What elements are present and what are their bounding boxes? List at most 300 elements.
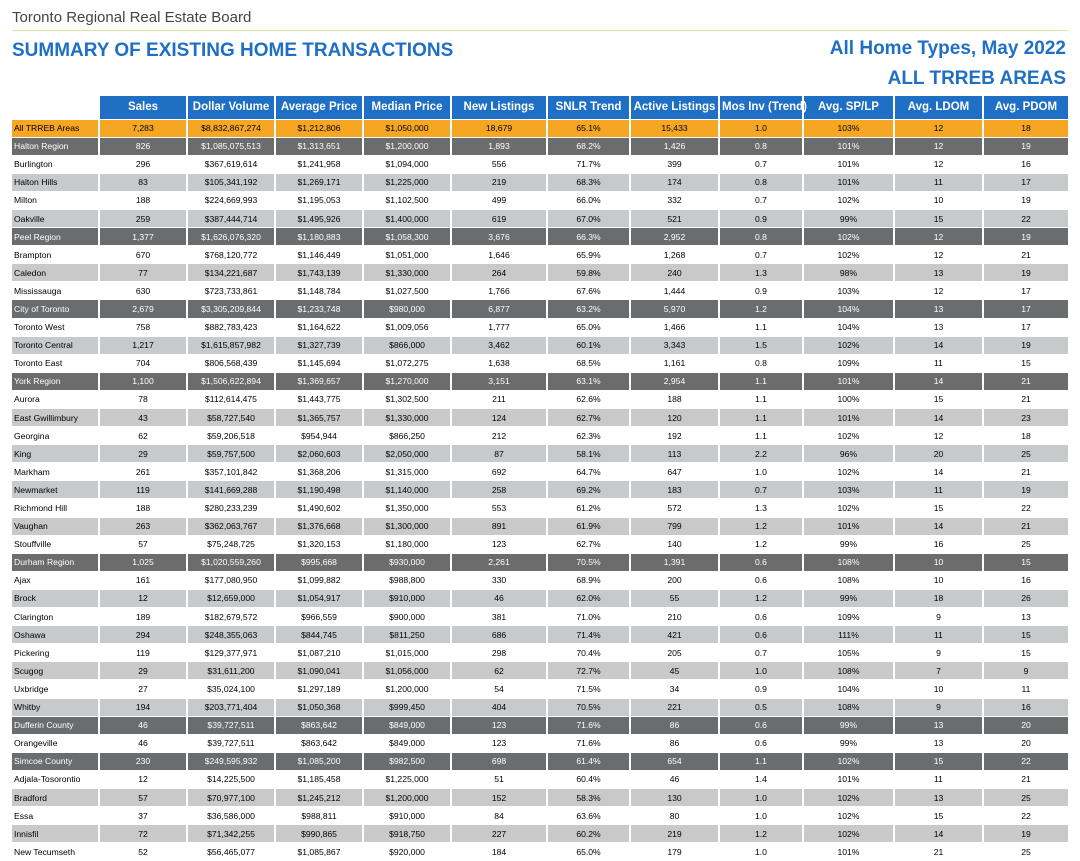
table-cell: $1,200,000 bbox=[363, 680, 451, 698]
table-cell: $367,619,614 bbox=[187, 155, 275, 173]
table-cell: $849,000 bbox=[363, 716, 451, 734]
table-cell: 140 bbox=[630, 535, 719, 553]
table-cell: 1.1 bbox=[719, 318, 803, 336]
table-row bbox=[12, 354, 1068, 372]
table-header-row bbox=[12, 96, 1068, 119]
table-cell: $2,060,603 bbox=[275, 445, 363, 463]
table-cell: 18,679 bbox=[451, 119, 547, 137]
table-cell: 15 bbox=[983, 644, 1068, 662]
area-name-cell: Pickering bbox=[12, 644, 99, 662]
table-cell: 0.7 bbox=[719, 481, 803, 499]
table-cell: 1.2 bbox=[719, 589, 803, 607]
table-cell: 101% bbox=[803, 372, 894, 390]
column-header: New Listings bbox=[451, 96, 547, 119]
table-cell: 1,444 bbox=[630, 282, 719, 300]
table-cell: 45 bbox=[630, 662, 719, 680]
table-cell: $910,000 bbox=[363, 589, 451, 607]
table-cell: 1.1 bbox=[719, 427, 803, 445]
table-cell: 46 bbox=[99, 734, 187, 752]
table-cell: 23 bbox=[983, 409, 1068, 427]
table-cell: 25 bbox=[983, 445, 1068, 463]
table-cell: 1.3 bbox=[719, 264, 803, 282]
table-cell: 1.0 bbox=[719, 807, 803, 825]
table-cell: 15 bbox=[983, 553, 1068, 571]
table-cell: 119 bbox=[99, 644, 187, 662]
table-cell: 67.6% bbox=[547, 282, 630, 300]
table-cell: $31,611,200 bbox=[187, 662, 275, 680]
table-cell: $357,101,842 bbox=[187, 463, 275, 481]
table-cell: 70.5% bbox=[547, 553, 630, 571]
table-cell: 99% bbox=[803, 716, 894, 734]
table-cell: 104% bbox=[803, 300, 894, 318]
table-cell: $1,094,000 bbox=[363, 155, 451, 173]
table-cell: 1,466 bbox=[630, 318, 719, 336]
table-cell: $1,027,500 bbox=[363, 282, 451, 300]
table-row bbox=[12, 517, 1068, 535]
area-name-cell: Clarington bbox=[12, 608, 99, 626]
column-header: Mos Inv (Trend) bbox=[719, 96, 803, 119]
table-cell: 87 bbox=[451, 445, 547, 463]
table-cell: 704 bbox=[99, 354, 187, 372]
area-name-cell: Adjala-Tosorontio bbox=[12, 770, 99, 788]
table-cell: 14 bbox=[894, 463, 983, 481]
table-cell: 12 bbox=[99, 589, 187, 607]
table-cell: 183 bbox=[630, 481, 719, 499]
table-row bbox=[12, 300, 1068, 318]
table-cell: 57 bbox=[99, 535, 187, 553]
area-name-cell: New Tecumseth bbox=[12, 843, 99, 861]
table-cell: $811,250 bbox=[363, 626, 451, 644]
table-cell: $1,400,000 bbox=[363, 209, 451, 227]
table-cell: 16 bbox=[983, 698, 1068, 716]
table-cell: 61.2% bbox=[547, 499, 630, 517]
table-cell: $1,164,622 bbox=[275, 318, 363, 336]
table-cell: $39,727,511 bbox=[187, 716, 275, 734]
table-cell: 13 bbox=[983, 608, 1068, 626]
table-cell: $1,090,041 bbox=[275, 662, 363, 680]
table-cell: 62.0% bbox=[547, 589, 630, 607]
table-cell: 60.4% bbox=[547, 770, 630, 788]
table-cell: 65.0% bbox=[547, 318, 630, 336]
table-cell: $1,330,000 bbox=[363, 264, 451, 282]
table-row bbox=[12, 264, 1068, 282]
table-cell: 2.2 bbox=[719, 445, 803, 463]
table-cell: $1,054,917 bbox=[275, 589, 363, 607]
table-cell: $1,009,056 bbox=[363, 318, 451, 336]
table-cell: 123 bbox=[451, 535, 547, 553]
table-cell: 99% bbox=[803, 589, 894, 607]
table-cell: 1.0 bbox=[719, 843, 803, 861]
table-cell: $930,000 bbox=[363, 553, 451, 571]
table-cell: 18 bbox=[983, 427, 1068, 445]
table-cell: 101% bbox=[803, 155, 894, 173]
area-name-cell: Simcoe County bbox=[12, 752, 99, 770]
table-cell: $882,783,423 bbox=[187, 318, 275, 336]
table-cell: 15 bbox=[894, 209, 983, 227]
table-cell: 212 bbox=[451, 427, 547, 445]
table-cell: $8,832,867,274 bbox=[187, 119, 275, 137]
area-name-cell: East Gwillimbury bbox=[12, 409, 99, 427]
table-cell: $966,559 bbox=[275, 608, 363, 626]
table-cell: 210 bbox=[630, 608, 719, 626]
table-cell: $1,195,053 bbox=[275, 191, 363, 209]
table-cell: 0.7 bbox=[719, 246, 803, 264]
table-cell: 21 bbox=[894, 843, 983, 861]
table-cell: $1,085,075,513 bbox=[187, 137, 275, 155]
table-cell: 46 bbox=[451, 589, 547, 607]
table-cell: 54 bbox=[451, 680, 547, 698]
table-cell: 19 bbox=[983, 825, 1068, 843]
table-cell: 104% bbox=[803, 318, 894, 336]
table-cell: $806,568,439 bbox=[187, 354, 275, 372]
table-cell: 20 bbox=[983, 734, 1068, 752]
table-cell: $1,072,275 bbox=[363, 354, 451, 372]
area-name-cell: Vaughan bbox=[12, 517, 99, 535]
table-cell: 62.3% bbox=[547, 427, 630, 445]
area-name-cell: Toronto West bbox=[12, 318, 99, 336]
table-cell: 0.7 bbox=[719, 155, 803, 173]
table-cell: 188 bbox=[630, 390, 719, 408]
table-cell: $1,626,076,320 bbox=[187, 228, 275, 246]
table-cell: $105,341,192 bbox=[187, 173, 275, 191]
column-header: Sales bbox=[99, 96, 187, 119]
table-cell: $980,000 bbox=[363, 300, 451, 318]
table-cell: $849,000 bbox=[363, 734, 451, 752]
table-cell: 12 bbox=[894, 155, 983, 173]
table-cell: 12 bbox=[894, 246, 983, 264]
table-cell: 71.6% bbox=[547, 734, 630, 752]
table-cell: 71.5% bbox=[547, 680, 630, 698]
table-cell: 108% bbox=[803, 662, 894, 680]
table-row bbox=[12, 608, 1068, 626]
table-cell: $1,443,775 bbox=[275, 390, 363, 408]
table-row bbox=[12, 137, 1068, 155]
table-cell: 10 bbox=[894, 553, 983, 571]
area-name-cell: Bradford bbox=[12, 788, 99, 806]
table-cell: 200 bbox=[630, 571, 719, 589]
table-cell: 0.7 bbox=[719, 191, 803, 209]
table-cell: 205 bbox=[630, 644, 719, 662]
table-cell: $1,200,000 bbox=[363, 788, 451, 806]
table-cell: 12 bbox=[894, 137, 983, 155]
table-cell: 26 bbox=[983, 589, 1068, 607]
table-cell: 101% bbox=[803, 517, 894, 535]
table-cell: $177,080,950 bbox=[187, 571, 275, 589]
table-cell: 103% bbox=[803, 282, 894, 300]
table-cell: 101% bbox=[803, 409, 894, 427]
table-cell: 29 bbox=[99, 445, 187, 463]
area-name-cell: Oshawa bbox=[12, 626, 99, 644]
table-cell: 0.5 bbox=[719, 698, 803, 716]
table-cell: 0.6 bbox=[719, 734, 803, 752]
table-cell: 104% bbox=[803, 680, 894, 698]
table-cell: 14 bbox=[894, 825, 983, 843]
table-cell: $112,614,475 bbox=[187, 390, 275, 408]
table-row bbox=[12, 662, 1068, 680]
table-row bbox=[12, 390, 1068, 408]
table-cell: 21 bbox=[983, 517, 1068, 535]
area-name-cell: York Region bbox=[12, 372, 99, 390]
table-cell: $2,050,000 bbox=[363, 445, 451, 463]
table-cell: 692 bbox=[451, 463, 547, 481]
area-name-cell: Newmarket bbox=[12, 481, 99, 499]
table-cell: 68.3% bbox=[547, 173, 630, 191]
table-cell: 11 bbox=[894, 626, 983, 644]
table-cell: $39,727,511 bbox=[187, 734, 275, 752]
table-cell: 86 bbox=[630, 716, 719, 734]
table-row bbox=[12, 698, 1068, 716]
table-cell: 29 bbox=[99, 662, 187, 680]
table-cell: 758 bbox=[99, 318, 187, 336]
table-cell: 230 bbox=[99, 752, 187, 770]
table-cell: 0.9 bbox=[719, 209, 803, 227]
table-cell: 70.5% bbox=[547, 698, 630, 716]
table-row bbox=[12, 409, 1068, 427]
area-name-cell: Richmond Hill bbox=[12, 499, 99, 517]
table-cell: 72 bbox=[99, 825, 187, 843]
area-name-cell: Georgina bbox=[12, 427, 99, 445]
table-cell: 15 bbox=[894, 752, 983, 770]
table-cell: 2,261 bbox=[451, 553, 547, 571]
page-title: SUMMARY OF EXISTING HOME TRANSACTIONS bbox=[12, 40, 454, 61]
table-cell: 799 bbox=[630, 517, 719, 535]
table-row bbox=[12, 481, 1068, 499]
table-cell: 65.1% bbox=[547, 119, 630, 137]
table-cell: 61.9% bbox=[547, 517, 630, 535]
table-cell: 19 bbox=[983, 137, 1068, 155]
table-cell: 161 bbox=[99, 571, 187, 589]
table-cell: 71.0% bbox=[547, 608, 630, 626]
table-cell: $141,669,288 bbox=[187, 481, 275, 499]
table-cell: 670 bbox=[99, 246, 187, 264]
table-cell: 102% bbox=[803, 463, 894, 481]
table-cell: $1,320,153 bbox=[275, 535, 363, 553]
table-cell: 102% bbox=[803, 807, 894, 825]
table-row bbox=[12, 553, 1068, 571]
table-row bbox=[12, 173, 1068, 191]
table-cell: 62.7% bbox=[547, 409, 630, 427]
area-name-cell: Orangeville bbox=[12, 734, 99, 752]
table-cell: 21 bbox=[983, 246, 1068, 264]
table-cell: 15 bbox=[983, 626, 1068, 644]
table-cell: $1,056,000 bbox=[363, 662, 451, 680]
table-cell: 20 bbox=[894, 445, 983, 463]
table-cell: 63.2% bbox=[547, 300, 630, 318]
table-cell: 1,100 bbox=[99, 372, 187, 390]
column-header: Avg. LDOM bbox=[894, 96, 983, 119]
table-cell: $1,490,602 bbox=[275, 499, 363, 517]
table-cell: 1.1 bbox=[719, 409, 803, 427]
table-cell: 22 bbox=[983, 499, 1068, 517]
table-cell: 404 bbox=[451, 698, 547, 716]
table-cell: 13 bbox=[894, 734, 983, 752]
table-cell: $35,024,100 bbox=[187, 680, 275, 698]
table-cell: 101% bbox=[803, 137, 894, 155]
table-cell: 9 bbox=[894, 608, 983, 626]
table-cell: 20 bbox=[983, 716, 1068, 734]
home-type-subtitle: All Home Types, May 2022 bbox=[829, 38, 1066, 59]
table-cell: 826 bbox=[99, 137, 187, 155]
table-cell: $1,615,857,982 bbox=[187, 336, 275, 354]
table-cell: 17 bbox=[983, 173, 1068, 191]
table-cell: $1,270,000 bbox=[363, 372, 451, 390]
table-cell: $995,668 bbox=[275, 553, 363, 571]
column-header: Active Listings bbox=[630, 96, 719, 119]
table-cell: $1,140,000 bbox=[363, 481, 451, 499]
table-cell: 34 bbox=[630, 680, 719, 698]
table-cell: 499 bbox=[451, 191, 547, 209]
table-cell: 174 bbox=[630, 173, 719, 191]
transactions-table bbox=[12, 96, 1068, 861]
table-cell: $1,233,748 bbox=[275, 300, 363, 318]
column-header-area bbox=[12, 96, 99, 119]
table-cell: 13 bbox=[894, 264, 983, 282]
table-cell: $863,642 bbox=[275, 734, 363, 752]
table-cell: $1,085,867 bbox=[275, 843, 363, 861]
table-cell: 399 bbox=[630, 155, 719, 173]
table-row bbox=[12, 119, 1068, 137]
area-name-cell: Milton bbox=[12, 191, 99, 209]
table-row bbox=[12, 589, 1068, 607]
table-cell: $1,225,000 bbox=[363, 173, 451, 191]
table-cell: 0.8 bbox=[719, 137, 803, 155]
area-name-cell: Uxbridge bbox=[12, 680, 99, 698]
table-cell: 59.8% bbox=[547, 264, 630, 282]
table-cell: 219 bbox=[630, 825, 719, 843]
table-cell: $844,745 bbox=[275, 626, 363, 644]
table-cell: 72.7% bbox=[547, 662, 630, 680]
table-cell: $1,365,757 bbox=[275, 409, 363, 427]
table-cell: 1.2 bbox=[719, 517, 803, 535]
table-cell: $387,444,714 bbox=[187, 209, 275, 227]
table-cell: 64.7% bbox=[547, 463, 630, 481]
area-name-cell: Markham bbox=[12, 463, 99, 481]
table-cell: 19 bbox=[983, 481, 1068, 499]
table-cell: 15,433 bbox=[630, 119, 719, 137]
table-cell: 5,970 bbox=[630, 300, 719, 318]
table-cell: 1.0 bbox=[719, 119, 803, 137]
table-cell: $920,000 bbox=[363, 843, 451, 861]
table-cell: 109% bbox=[803, 354, 894, 372]
table-cell: 2,954 bbox=[630, 372, 719, 390]
table-cell: 10 bbox=[894, 571, 983, 589]
table-cell: 572 bbox=[630, 499, 719, 517]
table-cell: $1,102,500 bbox=[363, 191, 451, 209]
table-cell: 68.2% bbox=[547, 137, 630, 155]
table-cell: 108% bbox=[803, 698, 894, 716]
table-cell: $1,200,000 bbox=[363, 137, 451, 155]
table-cell: 124 bbox=[451, 409, 547, 427]
area-name-cell: Whitby bbox=[12, 698, 99, 716]
table-cell: 65.9% bbox=[547, 246, 630, 264]
table-cell: $134,221,687 bbox=[187, 264, 275, 282]
table-cell: 227 bbox=[451, 825, 547, 843]
table-cell: 0.9 bbox=[719, 680, 803, 698]
area-name-cell: Dufferin County bbox=[12, 716, 99, 734]
table-cell: 102% bbox=[803, 499, 894, 517]
table-cell: 698 bbox=[451, 752, 547, 770]
table-row bbox=[12, 318, 1068, 336]
table-row bbox=[12, 535, 1068, 553]
column-header: Dollar Volume bbox=[187, 96, 275, 119]
table-cell: 298 bbox=[451, 644, 547, 662]
table-cell: 19 bbox=[983, 191, 1068, 209]
table-cell: 101% bbox=[803, 843, 894, 861]
table-cell: $1,269,171 bbox=[275, 173, 363, 191]
table-cell: 11 bbox=[894, 354, 983, 372]
area-name-cell: Halton Hills bbox=[12, 173, 99, 191]
table-row bbox=[12, 843, 1068, 861]
table-cell: 11 bbox=[894, 173, 983, 191]
table-cell: $1,146,449 bbox=[275, 246, 363, 264]
table-cell: 1,646 bbox=[451, 246, 547, 264]
table-cell: $988,811 bbox=[275, 807, 363, 825]
table-row bbox=[12, 734, 1068, 752]
area-name-cell: Stouffville bbox=[12, 535, 99, 553]
table-cell: 17 bbox=[983, 318, 1068, 336]
table-cell: 11 bbox=[894, 770, 983, 788]
table-cell: 261 bbox=[99, 463, 187, 481]
table-row bbox=[12, 499, 1068, 517]
table-cell: 0.6 bbox=[719, 626, 803, 644]
table-cell: $59,757,500 bbox=[187, 445, 275, 463]
table-cell: 99% bbox=[803, 734, 894, 752]
table-cell: $1,297,189 bbox=[275, 680, 363, 698]
table-cell: 51 bbox=[451, 770, 547, 788]
table-cell: 102% bbox=[803, 427, 894, 445]
table-cell: 630 bbox=[99, 282, 187, 300]
area-name-cell: Ajax bbox=[12, 571, 99, 589]
column-header: Average Price bbox=[275, 96, 363, 119]
table-cell: $1,020,559,260 bbox=[187, 553, 275, 571]
table-cell: 152 bbox=[451, 788, 547, 806]
table-cell: 219 bbox=[451, 173, 547, 191]
table-cell: 0.6 bbox=[719, 553, 803, 571]
table-cell: 381 bbox=[451, 608, 547, 626]
table-cell: 15 bbox=[894, 499, 983, 517]
table-cell: 102% bbox=[803, 788, 894, 806]
area-name-cell: Toronto Central bbox=[12, 336, 99, 354]
table-row bbox=[12, 571, 1068, 589]
table-cell: $1,350,000 bbox=[363, 499, 451, 517]
table-cell: 521 bbox=[630, 209, 719, 227]
table-cell: 27 bbox=[99, 680, 187, 698]
table-cell: $1,245,212 bbox=[275, 788, 363, 806]
table-cell: 15 bbox=[894, 390, 983, 408]
table-cell: $1,051,000 bbox=[363, 246, 451, 264]
table-cell: $1,099,882 bbox=[275, 571, 363, 589]
table-cell: 52 bbox=[99, 843, 187, 861]
table-row bbox=[12, 644, 1068, 662]
table-cell: 84 bbox=[451, 807, 547, 825]
table-cell: 0.6 bbox=[719, 608, 803, 626]
table-cell: 99% bbox=[803, 535, 894, 553]
table-cell: 619 bbox=[451, 209, 547, 227]
table-cell: 16 bbox=[983, 571, 1068, 589]
table-cell: 102% bbox=[803, 752, 894, 770]
table-cell: 0.8 bbox=[719, 173, 803, 191]
table-cell: 13 bbox=[894, 788, 983, 806]
table-cell: $1,085,200 bbox=[275, 752, 363, 770]
table-cell: $723,733,861 bbox=[187, 282, 275, 300]
table-cell: 2,952 bbox=[630, 228, 719, 246]
table-cell: 57 bbox=[99, 788, 187, 806]
table-cell: 332 bbox=[630, 191, 719, 209]
table-cell: $1,058,300 bbox=[363, 228, 451, 246]
table-cell: 62.7% bbox=[547, 535, 630, 553]
table-cell: $910,000 bbox=[363, 807, 451, 825]
table-cell: 1,426 bbox=[630, 137, 719, 155]
